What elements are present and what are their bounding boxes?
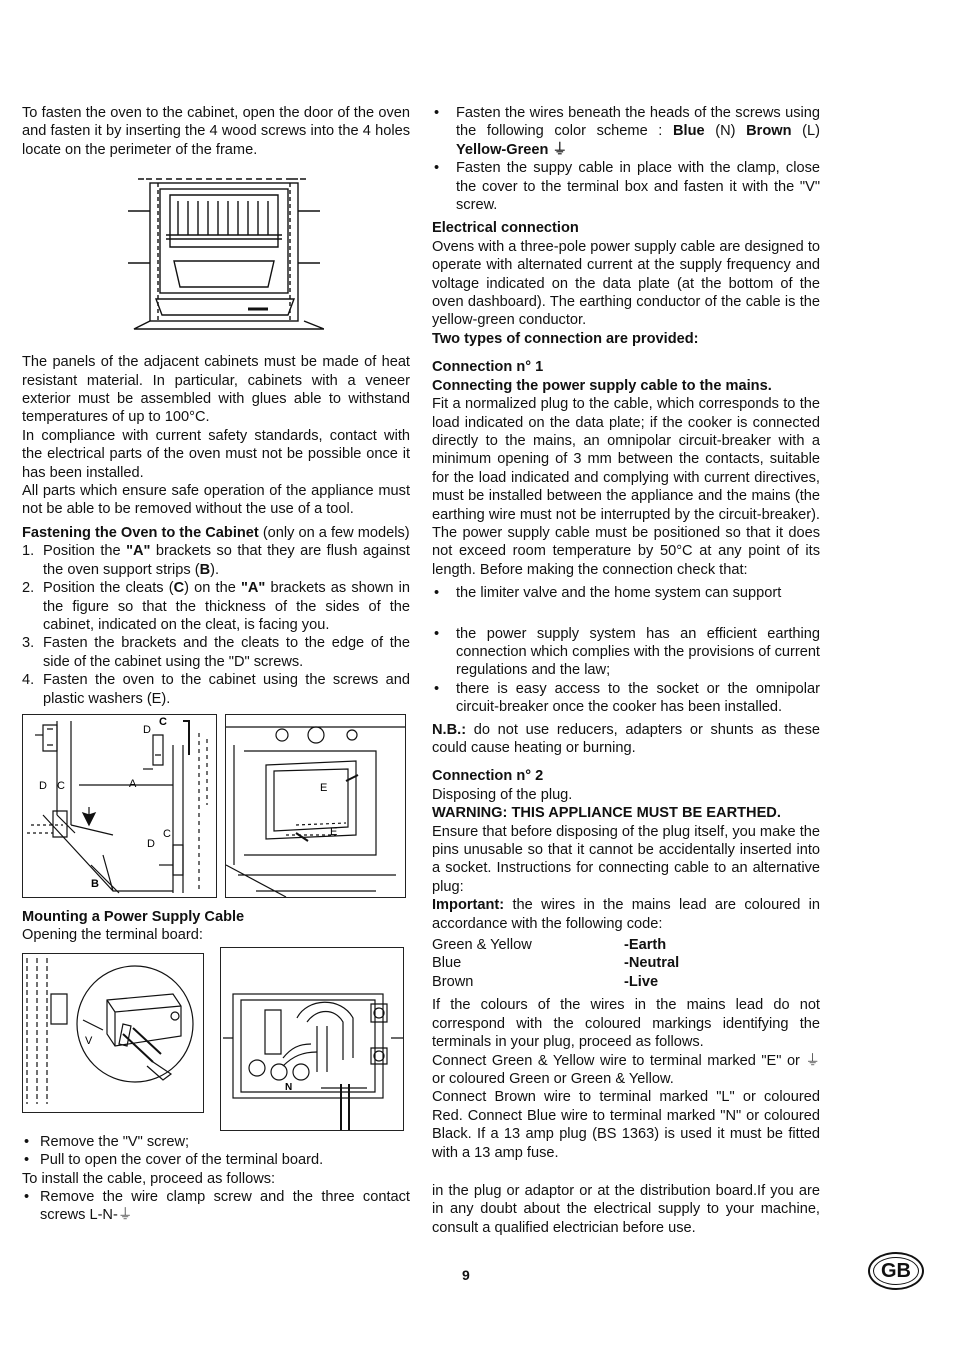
step-item: 3. Fasten the brackets and the cleats to the edge of the side of the cabinet using the "D" screws. (22, 635, 410, 670)
oven-diagram (128, 175, 324, 335)
warning-text: WARNING: THIS APPLIANCE MUST BE EARTHED. (432, 805, 781, 822)
paragraph-connect-brown: Connect Brown wire to terminal marked "L" or coloured Red. Connect Blue wire to terminal marked "N" or coloured Black. If a 13 amp plug (BS 1363) is used it must be fitted with a 13 amp fuse. (432, 1089, 820, 1161)
fastening-heading: Fastening the Oven to the Cabinet (22, 524, 259, 541)
paragraph-connect-green: Connect Green & Yellow wire to terminal marked "E" or ⏚ or coloured Green or Green & Yellow. (432, 1052, 820, 1087)
terminal-cover-diagram (22, 953, 204, 1113)
wire-code-table (432, 936, 820, 991)
wire-meaning: -Neutral (624, 955, 680, 972)
step-item: 1. Position the "A" brackets so that they are flush against the oven support strips (B). (22, 543, 410, 578)
paragraph-install-cable: To install the cable, proceed as follows: (22, 1170, 276, 1187)
left-column (22, 104, 410, 1225)
right-column (432, 104, 820, 1237)
country-badge (868, 1252, 924, 1290)
nb-note (432, 721, 820, 758)
mounting-heading: Mounting a Power Supply Cable (22, 908, 245, 925)
list-item: • there is easy access to the socket or the omnipolar circuit-breaker once the cooker has been installed. (434, 680, 820, 716)
paragraph-ovens: Ovens with a three-pole power supply cable are designed to operate with alternated current at the supply frequency and voltage indicated on the data plate (at the bottom of the oven dashboard). The earthing conductor of the cable is the yellow-green conductor. (432, 238, 820, 329)
list-item: • Pull to open the cover of the terminal board. (24, 1152, 324, 1169)
connection-2-subheading: Disposing of the plug. (432, 786, 573, 803)
connection-1-heading: Connection n° 1 (432, 359, 544, 376)
wire-colour: Green & Yellow (432, 937, 532, 954)
paragraph-fit-plug: Fit a normalized plug to the cable, which corresponds to the load indicated on the data plate; if the cooker is connected directly to the mains, an omnipolar circuit-breaker with a minimum opening of 3 mm between the contacts, suitable for the load indicated and complying with current directives, must be installed between the appliance and the mains (the earthing wire must not be interrupted by the circuit-breaker). The power supply cable must be positioned so that it does not exceed room temperature by 50°C at any point of its length. Before making the connection check that: (432, 396, 820, 578)
list-item: • Remove the "V" screw; (24, 1133, 190, 1150)
wire-colour: Brown (432, 973, 474, 990)
electrical-connection-heading: Electrical connection (432, 220, 579, 237)
fig-label-n: N (285, 1081, 293, 1093)
fastening-section (22, 524, 410, 542)
important-text: the wires in the mains lead are coloured in accordance with the following code: (432, 897, 820, 932)
fig-label-c-left: C (57, 779, 65, 792)
terminal-figures (22, 947, 410, 1135)
opening-terminal-label: Opening the terminal board: (22, 927, 203, 944)
important-note (432, 896, 820, 933)
fig-label-e-top: E (320, 781, 328, 794)
list-item: • Remove the wire clamp screw and the three contact screws L-N-⏚ (24, 1188, 410, 1224)
paragraph-ensure: Ensure that before disposing of the plug itself, you make the pins unusable so that it cannot be accidentally inserted into a socket. Instructions for connecting cable to an alternative plug: (432, 823, 820, 895)
paragraph-compliance: In compliance with current safety standards, contact with the electrical parts of the oven must not be possible once it has been installed. (22, 427, 410, 481)
list-item: • the limiter valve and the home system can support (434, 585, 782, 602)
fig-label-d-left: D (39, 779, 47, 792)
paragraph-panels: The panels of the adjacent cabinets must be made of heat resistant material. In particular, cabinets with a veneer exterior must be assembled with glues able to withstand temperatures of up to 100°C. (22, 354, 410, 426)
paragraph-fasten-oven: To fasten the oven to the cabinet, open the door of the oven and fasten it by inserting the 4 wood screws into the 4 holes locate on the perimeter of the frame. (22, 105, 410, 158)
wire-meaning: -Earth (624, 937, 667, 954)
connection-2-heading: Connection n° 2 (432, 768, 544, 785)
list-item: • Fasten the wires beneath the heads of the screws using the following color scheme : Blue (N) Brown (L) Yellow-Green ⏚ (434, 105, 820, 158)
terminal-instructions (22, 1133, 410, 1170)
oven-screw-diagram (225, 714, 406, 898)
wire-fastening-list (432, 104, 820, 214)
paragraph-parts: All parts which ensure safe operation of the appliance must not be able to be removed without the use of a tool. (22, 483, 410, 518)
fig-label-d-top: D (143, 723, 151, 736)
fig-label-b: B (91, 877, 99, 890)
fig-label-c-top: C (159, 715, 167, 728)
step-item: 2. Position the cleats (C) on the "A" brackets as shown in the figure so that the thickness of the sides of the cabinet, indicated on the cleat, is facing you. (22, 580, 410, 633)
step-item: 4. Fasten the oven to the cabinet using the screws and plastic washers (E). (22, 672, 410, 707)
install-instructions (22, 1188, 410, 1225)
fig-label-a: A (129, 777, 137, 790)
list-item: • the power supply system has an efficient earthing connection which complies with the provisions of current regulations and the law; (434, 625, 820, 679)
fig-label-e-bottom: E (330, 825, 338, 838)
fig-label-v: V (85, 1034, 93, 1047)
paragraph-in-plug: in the plug or adaptor or at the distribution board.If you are in any doubt about the electrical supply to your machine, consult a qualified electrician before use. (432, 1182, 820, 1236)
bracket-figures (22, 714, 410, 898)
country-badge-ring (873, 1257, 919, 1285)
country-badge-text: GB (881, 1259, 911, 1282)
two-types-heading: Two types of connection are provided: (432, 330, 699, 347)
nb-label: N.B.: (432, 721, 467, 738)
wire-colour: Blue (432, 955, 462, 972)
nb-text: do not use reducers, adapters or shunts as these could cause heating or burning. (432, 721, 820, 756)
page-number: 9 (462, 1267, 470, 1283)
fastening-note: (only on a few models) (258, 524, 410, 541)
bracket-diagram (22, 714, 217, 898)
connection-1-subheading: Connecting the power supply cable to the mains. (432, 377, 772, 394)
oven-diagram-drawing (128, 175, 324, 335)
paragraph-if-colours: If the colours of the wires in the mains lead do not correspond with the coloured markings identifying the terminals in your plug, proceed as follows. (432, 997, 820, 1051)
terminal-board-diagram (220, 947, 404, 1131)
check-list (432, 584, 820, 716)
important-label: Important: (432, 897, 505, 914)
fig-label-c-bottom: C (163, 827, 171, 840)
wire-meaning: -Live (624, 973, 659, 990)
fastening-steps (22, 542, 410, 708)
list-item: • Fasten the suppy cable in place with the clamp, close the cover to the terminal box and fasten it with the "V" screw. (434, 160, 820, 214)
fig-label-d-bottom: D (147, 837, 155, 850)
